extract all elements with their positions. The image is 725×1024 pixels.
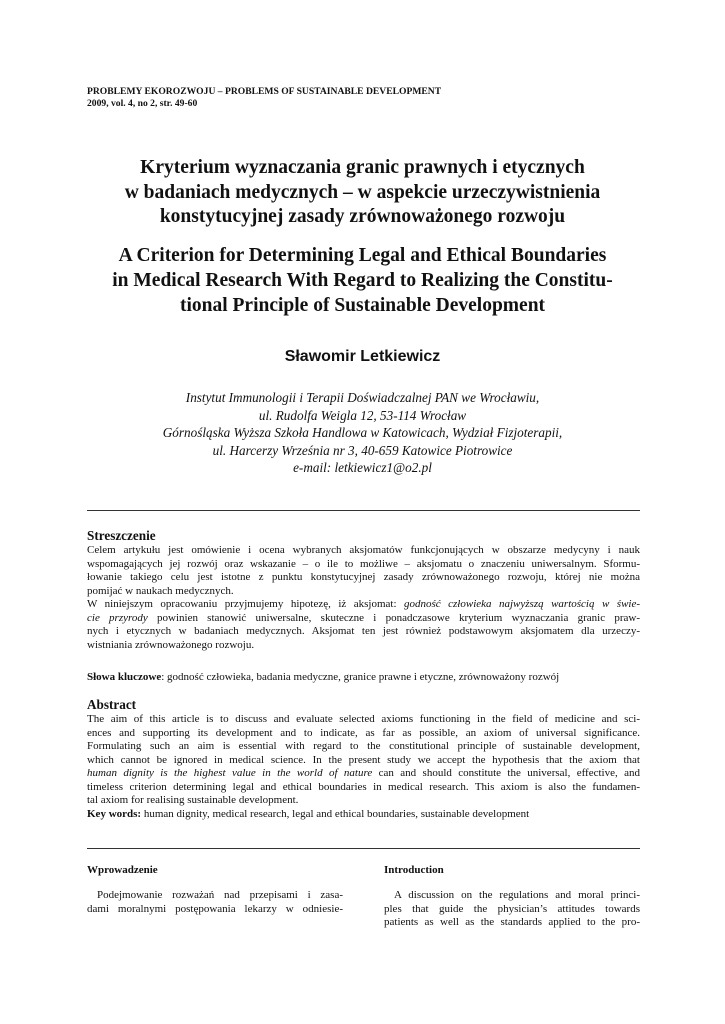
text-line: The aim of this article is to discuss and evaluate selected axioms functioning in the field of medicine and sci-: [87, 713, 640, 725]
text-line: patients as well as the standards applied to the pro-: [384, 916, 640, 928]
streszczenie-body: [87, 544, 640, 652]
title-line: Kryterium wyznaczania granic prawnych i etycznych: [140, 157, 585, 178]
keywords-line: [87, 808, 640, 822]
text-line: timeless criterion determining legal and ethical boundaries in medical research. This axiom is also the fundamen-: [87, 780, 640, 793]
author-name: Sławomir Letkiewicz: [284, 348, 441, 365]
text-line: Celem artykułu jest omówienie i ocena wybranych aksjomatów funkcjonujących w obszarze medycyny i nauk: [87, 544, 640, 556]
abstract-body: [87, 713, 640, 821]
email[interactable]: e-mail: letkiewicz1@o2.pl: [293, 460, 432, 475]
keywords-text: human dignity, medical research, legal and ethical boundaries, sustainable development: [141, 807, 530, 820]
text-line: A discussion on the regulations and moral princi-: [394, 889, 640, 901]
divider: [87, 848, 640, 849]
right-column-heading: Introduction: [384, 864, 444, 876]
text-segment: can and should constitute the universal, effective, and: [372, 767, 640, 779]
text-line: which cannot be ignored in medical science. In the present study we accept the hypothesis that the axiom that: [87, 753, 640, 766]
text-line: Formulating such an aim is essential with regard to the constitutional principle of sustainable development,: [87, 740, 640, 752]
affiliation: [60, 389, 665, 477]
title-polish: [60, 156, 665, 230]
slowa-kluczowe: [87, 671, 640, 685]
text-line: tal axiom for realising sustainable development.: [87, 794, 299, 806]
italic-segment: godność człowieka najwyższą wartością w świe-: [404, 598, 641, 610]
italic-segment: cie przyrody: [87, 611, 148, 624]
affiliation-line: ul. Rudolfa Weigla 12, 53-114 Wrocław: [258, 407, 467, 423]
text-line: łowanie takiego celu jest istotne z punktu konstytucyjnej zasady zrównoważonego rozwoju, której nie można: [87, 571, 640, 583]
left-column-heading: Wprowadzenie: [87, 864, 158, 876]
title-line: konstytucyjnej zasady zrównoważonego rozwoju: [159, 206, 566, 227]
keywords-label: Key words:: [87, 807, 142, 820]
title-line: tional Principle of Sustainable Development: [179, 295, 546, 316]
right-column-body: [384, 889, 640, 930]
text-line: ples that guide the physician’s attitudes towards: [384, 902, 640, 915]
text-line: [87, 612, 640, 626]
text-line: Podejmowanie rozważań nad przepisami i zasa-: [97, 889, 343, 901]
text-line: wistniania zrównoważonego rozwoju.: [87, 638, 255, 651]
title-line: in Medical Research With Regard to Realizing the Constitu-: [112, 270, 613, 291]
divider: [87, 510, 640, 511]
affiliation-line: ul. Harcerzy Września nr 3, 40-659 Katowice Piotrowice: [212, 442, 513, 458]
text-line: nych i etycznych w badaniach medycznych. Aksjomat ten jest również podstawowym aksjomatem dla urzeczy-: [87, 625, 640, 637]
text-segment: W niniejszym opracowaniu przyjmujemy hipotezę, iż aksjomat:: [87, 598, 404, 610]
text-segment: powinien stanowić uniwersalne, skuteczne i ponadczasowe kryterium wyznaczania granic praw-: [147, 611, 640, 624]
keywords-text: : godność człowieka, badania medyczne, granice prawne i etyczne, zrównoważony rozwój: [161, 671, 560, 683]
affiliation-line: Instytut Immunologii i Terapii Doświadczalnej PAN we Wrocławiu,: [185, 390, 540, 405]
keywords-label: Słowa kluczowe: [87, 671, 162, 683]
journal-issue: 2009, vol. 4, no 2, str. 49-60: [87, 98, 198, 109]
text-line: wspomagających jej rozwój oraz wskazanie – o ile to możliwe – aksjomatu o znaczeniu uniwersalnym. Sformu-: [87, 557, 640, 570]
journal-header: [87, 86, 441, 110]
title-line: w badaniach medycznych – w aspekcie urzeczywistnienia: [124, 181, 601, 203]
title-english: [60, 243, 665, 318]
left-column-body: [87, 889, 343, 916]
text-line: dami moralnymi postępowania lekarzy w odniesie-: [87, 902, 343, 915]
text-line: pomijać w naukach medycznych.: [87, 584, 234, 597]
keywords-line: [87, 671, 640, 685]
affiliation-line: Górnośląska Wyższa Szkoła Handlowa w Katowicach, Wydział Fizjoterapii,: [162, 425, 563, 440]
italic-segment: human dignity is the highest value in the world of nature: [87, 767, 373, 779]
text-line: [87, 767, 640, 781]
journal-name: PROBLEMY EKOROZWOJU – PROBLEMS OF SUSTAINABLE DEVELOPMENT: [87, 86, 442, 97]
text-line: [87, 598, 640, 612]
streszczenie-heading: Streszczenie: [87, 528, 156, 543]
text-line: ences and supporting its development and to indicate, as far as possible, an axiom of universal significance.: [87, 726, 640, 739]
abstract-heading: Abstract: [87, 697, 137, 712]
title-line: A Criterion for Determining Legal and Ethical Boundaries: [118, 245, 607, 266]
